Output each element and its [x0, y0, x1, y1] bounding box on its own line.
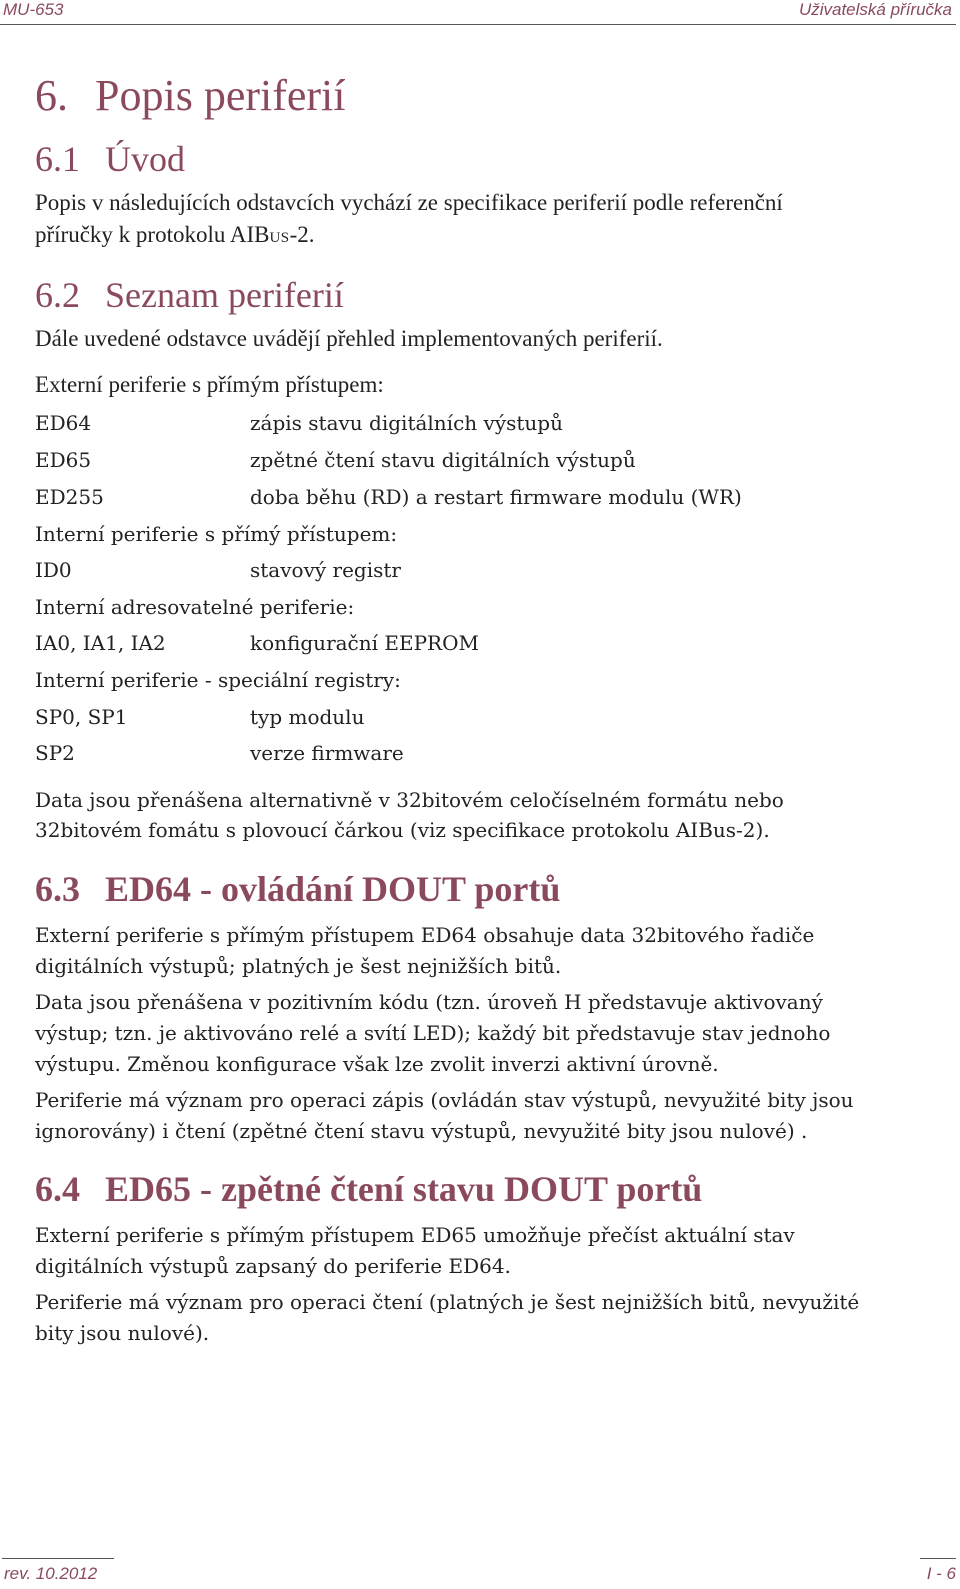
list-item	[35, 558, 835, 586]
paragraph-line: Dále uvedené odstavce uvádějí přehled implementovaných periferií.	[35, 326, 663, 351]
list-item	[35, 448, 835, 476]
text-run: příručky k protokolu AIB	[35, 222, 270, 247]
paragraph-line: digitálních výstupů; platných je šest nejnižších bitů.	[35, 954, 562, 978]
section-6-3-heading	[35, 868, 835, 912]
paragraph-line: Popis v následujících odstavcích vychází ze specifikace periferií podle referenční	[35, 190, 783, 215]
list-item-value: stavový registr	[250, 558, 401, 582]
list-item-key: ED65	[35, 448, 92, 472]
list-item-key: SP2	[35, 741, 75, 765]
section-number: 6.	[35, 71, 68, 120]
section-number: 6.1	[35, 139, 80, 179]
section-6-1-heading	[35, 138, 635, 182]
list-item-key: ID0	[35, 558, 72, 582]
list-item	[35, 411, 835, 439]
text-run: -2.	[289, 222, 315, 247]
paragraph-line: Periferie má význam pro operaci čtení (platných je šest nejnižších bitů, nevyužité	[35, 1290, 860, 1314]
footer-page-number-text: I - 6	[926, 1564, 956, 1583]
group-heading: Interní periferie s přímý přístupem:	[35, 522, 398, 546]
section-6-2-heading	[35, 274, 635, 318]
section-6-heading	[35, 70, 635, 120]
section-number: 6.2	[35, 275, 80, 315]
paragraph-line: Data jsou přenášena alternativně v 32bitovém celočíselném formátu nebo	[35, 788, 784, 812]
section-title: Popis periferií	[95, 71, 346, 120]
list-item-value: doba běhu (RD) a restart firmware modulu (WR)	[250, 485, 742, 509]
section-title: Úvod	[105, 139, 185, 179]
section-title: ED65 - zpětné čtení stavu DOUT portů	[105, 1169, 703, 1209]
list-item-value: konfigurační EEPROM	[250, 631, 479, 655]
paragraph-line: ignorovány) i čtení (zpětné čtení stavu výstupů, nevyužité bity jsou nulové) .	[35, 1119, 808, 1143]
group-heading: Interní adresovatelné periferie:	[35, 595, 355, 619]
list-item-value: verze firmware	[250, 741, 404, 765]
list-item	[35, 741, 835, 769]
paragraph-line: Data jsou přenášena v pozitivním kódu (tzn. úroveň H představuje aktivovaný	[35, 990, 823, 1014]
list-item-key: IA0, IA1, IA2	[35, 631, 166, 655]
page-header	[0, 0, 956, 25]
paragraph-line: výstup; tzn. je aktivováno relé a svítí LED); každý bit představuje stav jednoho	[35, 1021, 831, 1045]
section-title: ED64 - ovládání DOUT portů	[105, 869, 561, 909]
section-number: 6.3	[35, 869, 80, 909]
paragraph-line: Periferie má význam pro operaci zápis (ovládán stav výstupů, nevyužité bity jsou	[35, 1088, 854, 1112]
paragraph-line: digitálních výstupů zapsaný do periferie ED64.	[35, 1254, 511, 1278]
small-caps-run: US	[269, 230, 290, 246]
list-item-value: zpětné čtení stavu digitálních výstupů	[250, 448, 636, 472]
list-item-value: zápis stavu digitálních výstupů	[250, 411, 563, 435]
group-heading: Interní periferie - speciální registry:	[35, 668, 401, 692]
header-doc-title: Uživatelská příručka	[798, 0, 952, 19]
list-item-value: typ modulu	[250, 705, 365, 729]
header-doc-code: MU-653	[3, 0, 64, 19]
list-item-key: ED64	[35, 411, 92, 435]
paragraph-line: Externí periferie s přímým přístupem ED65 umožňuje přečíst aktuální stav	[35, 1223, 795, 1247]
footer-revision-text: rev. 10.2012	[4, 1564, 98, 1583]
paragraph-line: Externí periferie s přímým přístupem ED64 obsahuje data 32bitového řadiče	[35, 923, 815, 947]
list-item-key: ED255	[35, 485, 104, 509]
footer-page-number	[920, 1558, 956, 1589]
group-heading: Externí periferie s přímým přístupem:	[35, 372, 384, 397]
list-item-key: SP0, SP1	[35, 705, 128, 729]
list-item	[35, 485, 835, 513]
section-title: Seznam periferií	[105, 275, 344, 315]
list-item	[35, 705, 835, 733]
paragraph-line: 32bitovém fomátu s plovoucí čárkou (viz specifikace protokolu AIBus-2).	[35, 818, 770, 842]
paragraph-line	[35, 222, 315, 248]
section-number: 6.4	[35, 1169, 80, 1209]
paragraph-line: výstupu. Změnou konfigurace však lze zvolit inverzi aktivní úrovně.	[35, 1052, 719, 1076]
paragraph-line: bity jsou nulové).	[35, 1321, 210, 1345]
footer-revision	[2, 1558, 114, 1589]
list-item	[35, 631, 835, 659]
section-6-4-heading	[35, 1168, 915, 1212]
